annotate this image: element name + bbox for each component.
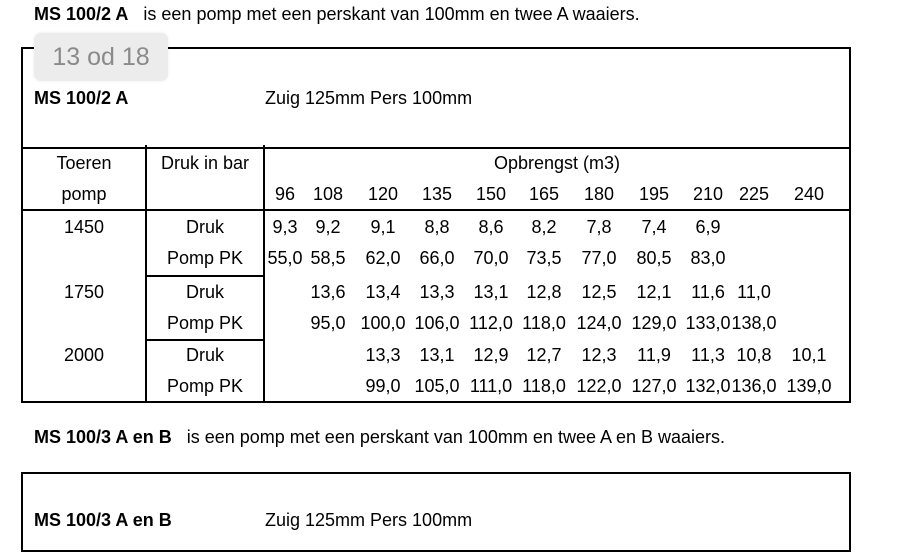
druk-cell: 13,3 xyxy=(419,282,455,302)
rpm-value: 2000 xyxy=(63,345,105,365)
pk-cell: 80,5 xyxy=(636,248,672,268)
druk-label: Druk xyxy=(185,217,224,237)
druk-cell: 12,5 xyxy=(581,282,617,302)
rpm-value: 1750 xyxy=(63,282,105,302)
pk-cell: 70,0 xyxy=(473,248,509,268)
pk-cell: 139,0 xyxy=(786,376,832,396)
pk-label: Pomp PK xyxy=(166,248,244,268)
druk-cell: 11,0 xyxy=(737,282,771,302)
pump-table-2 xyxy=(21,472,851,552)
flow-header: 150 xyxy=(475,184,507,204)
pump-table xyxy=(21,47,851,403)
flow-header: 180 xyxy=(583,184,615,204)
pk-cell: 83,0 xyxy=(690,248,726,268)
druk-cell: 13,4 xyxy=(365,282,401,302)
pk-cell: 73,5 xyxy=(526,248,562,268)
flow-header: 120 xyxy=(367,184,399,204)
header-sep xyxy=(23,209,849,211)
pk-cell: 62,0 xyxy=(365,248,401,268)
intro-line-2 xyxy=(34,427,725,448)
pk-cell: 106,0 xyxy=(414,313,460,333)
col-druk-in-bar: Druk in bar xyxy=(160,153,250,173)
pk-cell: 58,5 xyxy=(310,248,346,268)
druk-cell: 9,3 xyxy=(272,217,298,237)
druk-cell: 11,3 xyxy=(691,345,725,365)
pk-cell: 100,0 xyxy=(360,313,406,333)
druk-cell: 8,6 xyxy=(478,217,504,237)
intro-text: is een pomp met een perskant van 100mm en twee A waaiers. xyxy=(143,4,640,24)
flow-header: 210 xyxy=(692,184,724,204)
druk-label: Druk xyxy=(185,282,224,302)
row-sep-2000 xyxy=(145,339,265,341)
druk-cell: 12,8 xyxy=(526,282,562,302)
row-sep-1750 xyxy=(145,275,265,277)
pk-cell: 55,0 xyxy=(267,248,303,268)
flow-header: 135 xyxy=(421,184,453,204)
pk-cell: 127,0 xyxy=(631,376,677,396)
intro2-model: MS 100/3 A en B xyxy=(34,427,172,447)
pk-cell: 138,0 xyxy=(731,313,777,333)
table-dims: Zuig 125mm Pers 100mm xyxy=(265,88,473,108)
pk-cell: 136,0 xyxy=(731,376,777,396)
pk-cell: 122,0 xyxy=(576,376,622,396)
druk-cell: 11,9 xyxy=(637,345,671,365)
druk-cell: 8,8 xyxy=(424,217,450,237)
table2-model: MS 100/3 A en B xyxy=(34,510,172,530)
pk-cell: 118,0 xyxy=(522,376,566,396)
col-opbrengst: Opbrengst (m3) xyxy=(493,153,621,173)
druk-cell: 12,1 xyxy=(636,282,672,302)
pk-cell: 105,0 xyxy=(414,376,460,396)
page-counter-badge: 13 od 18 xyxy=(34,33,168,81)
intro-model: MS 100/2 A xyxy=(34,4,129,24)
flow-header: 165 xyxy=(528,184,560,204)
pk-label: Pomp PK xyxy=(166,313,244,333)
druk-cell: 10,8 xyxy=(736,345,772,365)
table-model: MS 100/2 A xyxy=(34,88,129,108)
col-sep-2 xyxy=(263,145,265,401)
druk-cell: 9,1 xyxy=(370,217,396,237)
pk-cell: 77,0 xyxy=(581,248,617,268)
pk-cell: 124,0 xyxy=(576,313,622,333)
druk-cell: 10,1 xyxy=(791,345,827,365)
pk-cell: 118,0 xyxy=(522,313,566,333)
druk-cell: 6,9 xyxy=(695,217,721,237)
pk-label: Pomp PK xyxy=(166,376,244,396)
druk-cell: 12,7 xyxy=(526,345,562,365)
pk-cell: 111,0 xyxy=(469,376,513,396)
druk-cell: 12,3 xyxy=(581,345,617,365)
druk-cell: 13,1 xyxy=(473,282,509,302)
druk-cell: 7,4 xyxy=(641,217,667,237)
col-toeren: Toeren xyxy=(56,153,112,173)
intro-line-1 xyxy=(34,4,640,25)
pk-cell: 99,0 xyxy=(365,376,401,396)
druk-cell: 13,3 xyxy=(365,345,401,365)
druk-cell: 9,2 xyxy=(315,217,341,237)
pk-cell: 66,0 xyxy=(419,248,455,268)
druk-label: Druk xyxy=(185,345,224,365)
pk-cell: 132,0 xyxy=(685,376,731,396)
pk-cell: 129,0 xyxy=(631,313,677,333)
intro2-text: is een pomp met een perskant van 100mm en twee A en B waaiers. xyxy=(186,427,726,447)
druk-cell: 13,6 xyxy=(310,282,346,302)
pk-cell: 112,0 xyxy=(469,313,513,333)
flow-header: 195 xyxy=(638,184,670,204)
druk-cell: 8,2 xyxy=(531,217,557,237)
druk-cell: 12,9 xyxy=(473,345,509,365)
flow-header: 108 xyxy=(312,184,344,204)
flow-header: 96 xyxy=(274,184,296,204)
table2-dims: Zuig 125mm Pers 100mm xyxy=(265,510,473,530)
rpm-value: 1450 xyxy=(63,217,105,237)
pk-cell: 133,0 xyxy=(685,313,731,333)
flow-header: 240 xyxy=(793,184,825,204)
col-pomp: pomp xyxy=(61,184,107,204)
flow-header: 225 xyxy=(738,184,770,204)
druk-cell: 11,6 xyxy=(691,282,725,302)
druk-cell: 7,8 xyxy=(586,217,612,237)
pk-cell: 95,0 xyxy=(310,313,346,333)
druk-cell: 13,1 xyxy=(419,345,455,365)
